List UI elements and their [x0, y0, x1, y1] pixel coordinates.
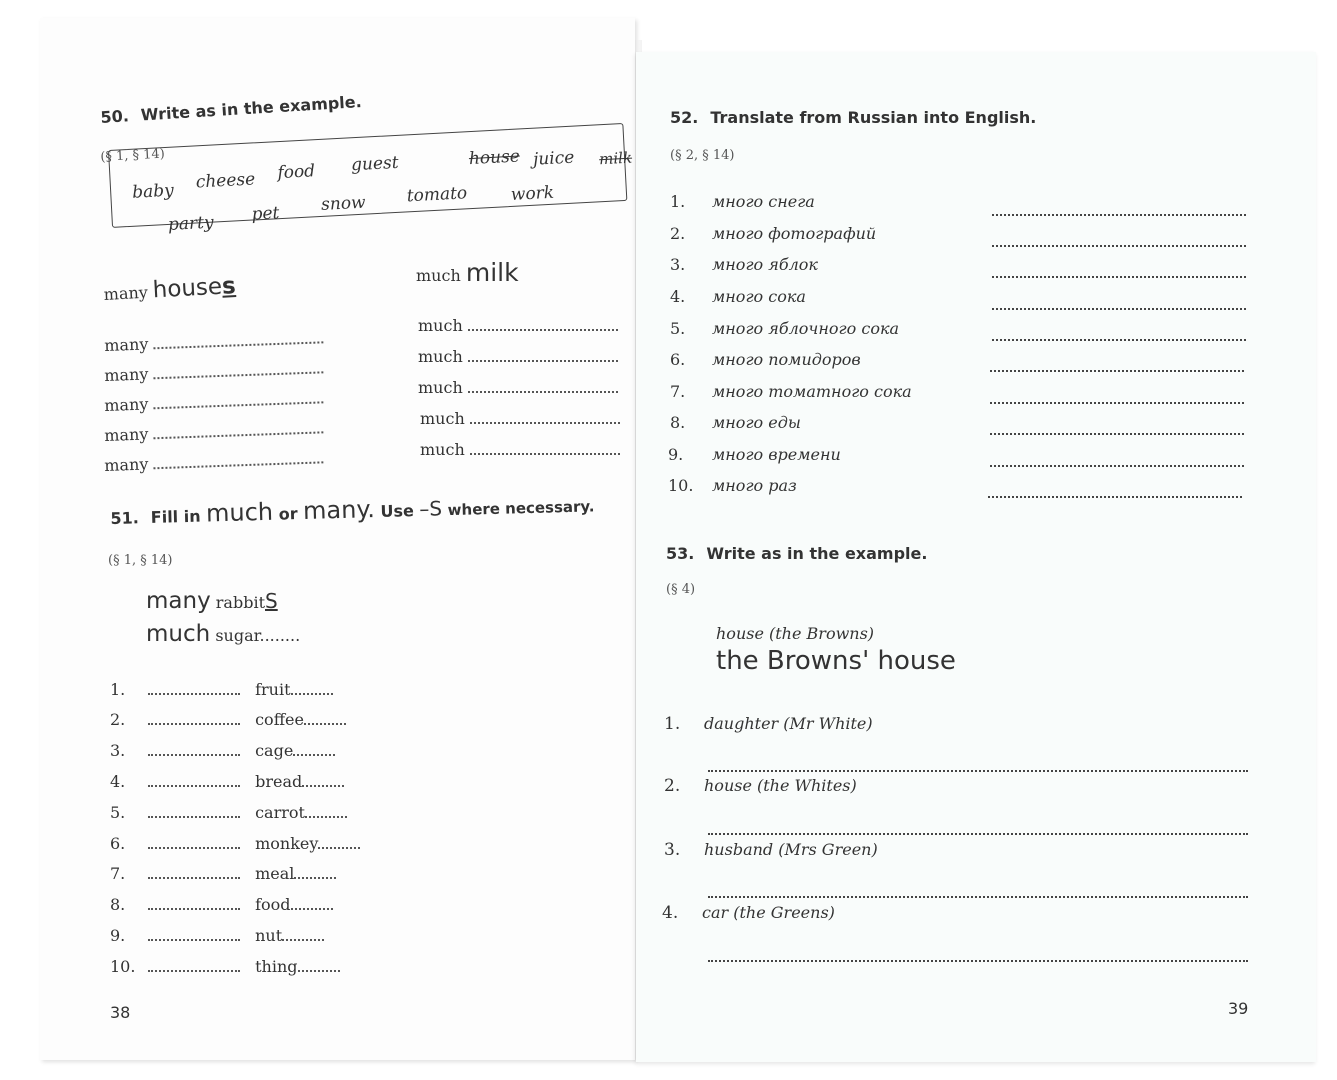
answer-blank[interactable]: [148, 970, 240, 972]
answer-blank[interactable]: [148, 877, 240, 879]
item-number: 5.: [670, 319, 686, 338]
item-prompt: car (the Greens): [702, 903, 835, 922]
answer-blank[interactable]: [988, 496, 1242, 498]
many-label: many: [104, 394, 149, 415]
item-prompt: daughter (Mr White): [704, 714, 873, 733]
answer-blank[interactable]: [154, 371, 324, 379]
much-answer-row: [420, 409, 620, 428]
item-word: monkey: [255, 834, 319, 853]
box-word: tomato: [406, 183, 468, 207]
exercise-title: Translate from Russian into English.: [710, 108, 1037, 127]
many-label: many: [103, 282, 149, 304]
russian-phrase: много снега: [712, 192, 815, 211]
box-word: cheese: [195, 169, 256, 193]
item-word: nut: [255, 926, 283, 945]
answer-blank[interactable]: [148, 847, 240, 849]
example-many-rabbits: [146, 588, 278, 614]
many-label: many: [104, 454, 149, 475]
many-label: many: [104, 424, 149, 445]
answer-blank[interactable]: [992, 245, 1246, 247]
answer-blank[interactable]: [154, 431, 324, 439]
suffix-blank[interactable]: [304, 723, 346, 725]
exercise-number: 52.: [670, 108, 699, 127]
list-item: [670, 287, 806, 306]
many-label: many: [104, 334, 149, 355]
list-item: [670, 413, 801, 432]
page-number-right: 39: [1228, 999, 1249, 1018]
item-prompt: house (the Whites): [704, 776, 857, 795]
box-word: guest: [350, 152, 400, 176]
box-word-crossed: milk: [598, 148, 633, 169]
suffix-blank[interactable]: [282, 939, 324, 941]
list-item: [110, 710, 346, 729]
list-item: [110, 895, 333, 914]
suffix-blank[interactable]: [298, 970, 340, 972]
heading-keyword: –S: [419, 496, 443, 521]
example-dots: ........: [259, 626, 301, 645]
much-label: much: [418, 316, 463, 335]
item-number: 6.: [670, 350, 686, 369]
answer-blank[interactable]: [468, 391, 618, 393]
exercise-number: 50.: [100, 106, 130, 127]
example-prompt: house (the Browns): [716, 624, 875, 643]
list-item: [662, 903, 835, 923]
item-number: 3.: [110, 741, 126, 760]
exercise-53-heading: [666, 544, 927, 563]
item-number: 3.: [664, 840, 681, 860]
list-item: [110, 741, 335, 760]
item-number: 10.: [668, 476, 694, 495]
plural-suffix: s: [221, 273, 237, 300]
answer-blank[interactable]: [992, 308, 1246, 310]
answer-blank[interactable]: [154, 401, 324, 409]
russian-phrase: много еды: [712, 413, 801, 432]
example-word: milk: [465, 258, 519, 287]
item-word: coffee: [255, 710, 304, 729]
answer-blank[interactable]: [990, 465, 1244, 467]
box-word: work: [510, 182, 555, 205]
answer-blank[interactable]: [708, 960, 1248, 962]
list-item: [670, 350, 861, 369]
exercise-52-reference: (§ 2, § 14): [670, 148, 735, 163]
much-label: much: [420, 409, 465, 428]
much-answer-row: [420, 440, 620, 459]
item-word: meal: [255, 864, 295, 883]
list-item: [110, 834, 360, 853]
heading-keyword: many.: [302, 495, 376, 525]
answer-blank[interactable]: [992, 214, 1246, 216]
item-number: 3.: [670, 255, 686, 274]
item-number: 8.: [670, 413, 686, 432]
item-number: 1.: [110, 680, 126, 699]
item-number: 2.: [664, 776, 681, 796]
item-word: food: [255, 895, 291, 914]
answer-blank[interactable]: [148, 723, 240, 725]
suffix-blank[interactable]: [291, 693, 333, 695]
page-number-left: 38: [110, 1003, 131, 1022]
example-keyword: many: [146, 588, 211, 614]
suffix-blank[interactable]: [291, 908, 333, 910]
exercise-52-heading: [670, 108, 1036, 127]
much-label: much: [418, 378, 463, 397]
suffix-blank[interactable]: [294, 877, 336, 879]
item-number: 9.: [110, 926, 126, 945]
box-word: juice: [532, 147, 575, 170]
answer-blank[interactable]: [154, 461, 324, 469]
example-much-milk: [416, 258, 519, 287]
item-number: 5.: [110, 803, 126, 822]
item-word: cage: [255, 741, 294, 760]
russian-phrase: много помидоров: [712, 350, 861, 369]
suffix-blank[interactable]: [293, 754, 335, 756]
item-word: fruit: [255, 680, 291, 699]
answer-blank[interactable]: [148, 939, 240, 941]
heading-text: or: [278, 504, 298, 524]
item-number: 6.: [110, 834, 126, 853]
item-number: 7.: [670, 382, 686, 401]
item-number: 1.: [670, 192, 686, 211]
item-word: bread: [255, 772, 303, 791]
suffix-blank[interactable]: [318, 847, 360, 849]
list-item: [670, 382, 912, 401]
exercise-title: Write as in the example.: [140, 92, 363, 125]
russian-phrase: много времени: [712, 445, 841, 464]
answer-blank[interactable]: [708, 770, 1248, 772]
answer-blank[interactable]: [990, 433, 1244, 435]
exercise-51-reference: (§ 1, § 14): [108, 553, 173, 568]
exercise-title: Write as in the example.: [706, 544, 928, 563]
much-label: much: [420, 440, 465, 459]
list-item: [664, 714, 873, 734]
answer-blank[interactable]: [990, 370, 1244, 372]
exercise-number: 51.: [110, 508, 140, 528]
answer-blank[interactable]: [470, 422, 620, 424]
answer-blank[interactable]: [990, 402, 1244, 404]
heading-text: Use: [380, 501, 415, 521]
russian-phrase: много яблок: [712, 255, 818, 274]
item-number: 4.: [662, 903, 679, 923]
item-number: 2.: [110, 710, 126, 729]
box-word: pet: [251, 203, 280, 225]
list-item: [110, 864, 336, 883]
suffix-blank[interactable]: [305, 816, 347, 818]
answer-blank[interactable]: [148, 785, 240, 787]
box-word: food: [276, 161, 316, 184]
list-item: [670, 224, 876, 243]
example-word: rabbit: [215, 593, 265, 612]
example-answer: the Browns' house: [716, 646, 956, 676]
answer-blank[interactable]: [468, 360, 618, 362]
list-item: [668, 476, 797, 495]
box-word-crossed: house: [468, 146, 521, 170]
much-answer-row: [418, 347, 618, 366]
list-item: [110, 803, 347, 822]
answer-blank[interactable]: [468, 329, 618, 331]
list-item: [670, 255, 818, 274]
item-word: thing: [255, 957, 298, 976]
russian-phrase: много сока: [712, 287, 806, 306]
answer-blank[interactable]: [148, 908, 240, 910]
box-word: party: [167, 212, 215, 235]
answer-blank[interactable]: [148, 754, 240, 756]
list-item: [668, 445, 841, 464]
russian-phrase: много фотографий: [712, 224, 877, 243]
item-number: 9.: [668, 445, 684, 464]
item-number: 7.: [110, 864, 126, 883]
answer-blank[interactable]: [154, 341, 324, 349]
list-item: [664, 776, 857, 796]
item-number: 4.: [670, 287, 686, 306]
item-number: 8.: [110, 895, 126, 914]
answer-blank[interactable]: [708, 896, 1248, 898]
answer-blank[interactable]: [708, 833, 1248, 835]
item-number: 1.: [664, 714, 681, 734]
much-label: much: [418, 347, 463, 366]
plural-suffix: S: [265, 589, 278, 613]
much-label: much: [416, 266, 461, 285]
item-word: carrot: [255, 803, 305, 822]
answer-blank[interactable]: [470, 453, 620, 455]
answer-blank[interactable]: [148, 693, 240, 695]
list-item: [110, 926, 324, 945]
list-item: [110, 957, 340, 976]
heading-keyword: much: [205, 497, 274, 528]
exercise-number: 53.: [666, 544, 695, 563]
exercise-50-reference: (§ 1, § 14): [100, 146, 166, 165]
list-item: [110, 680, 333, 699]
example-much-sugar: [146, 621, 300, 647]
box-word: snow: [320, 192, 367, 215]
exercise-53-reference: (§ 4): [666, 582, 696, 597]
box-word: baby: [131, 180, 175, 203]
item-number: 2.: [670, 224, 686, 243]
example-keyword: much: [146, 621, 211, 647]
heading-text: where necessary.: [447, 497, 595, 520]
example-word: sugar: [215, 626, 260, 645]
much-answer-row: [418, 316, 618, 335]
item-prompt: husband (Mrs Green): [704, 840, 878, 859]
item-number: 4.: [110, 772, 126, 791]
much-answer-row: [418, 378, 618, 397]
list-item: [670, 192, 815, 211]
item-number: 10.: [110, 957, 136, 976]
heading-text: Fill in: [150, 506, 201, 527]
suffix-blank[interactable]: [302, 785, 344, 787]
answer-blank[interactable]: [992, 276, 1246, 278]
list-item: [670, 319, 899, 338]
answer-blank[interactable]: [992, 339, 1246, 341]
answer-blank[interactable]: [148, 816, 240, 818]
russian-phrase: много яблочного сока: [712, 319, 900, 338]
list-item: [110, 772, 344, 791]
example-word: house: [152, 273, 223, 304]
list-item: [664, 840, 878, 860]
russian-phrase: много томатного сока: [712, 382, 912, 401]
russian-phrase: много раз: [712, 476, 797, 495]
many-label: many: [104, 364, 149, 385]
